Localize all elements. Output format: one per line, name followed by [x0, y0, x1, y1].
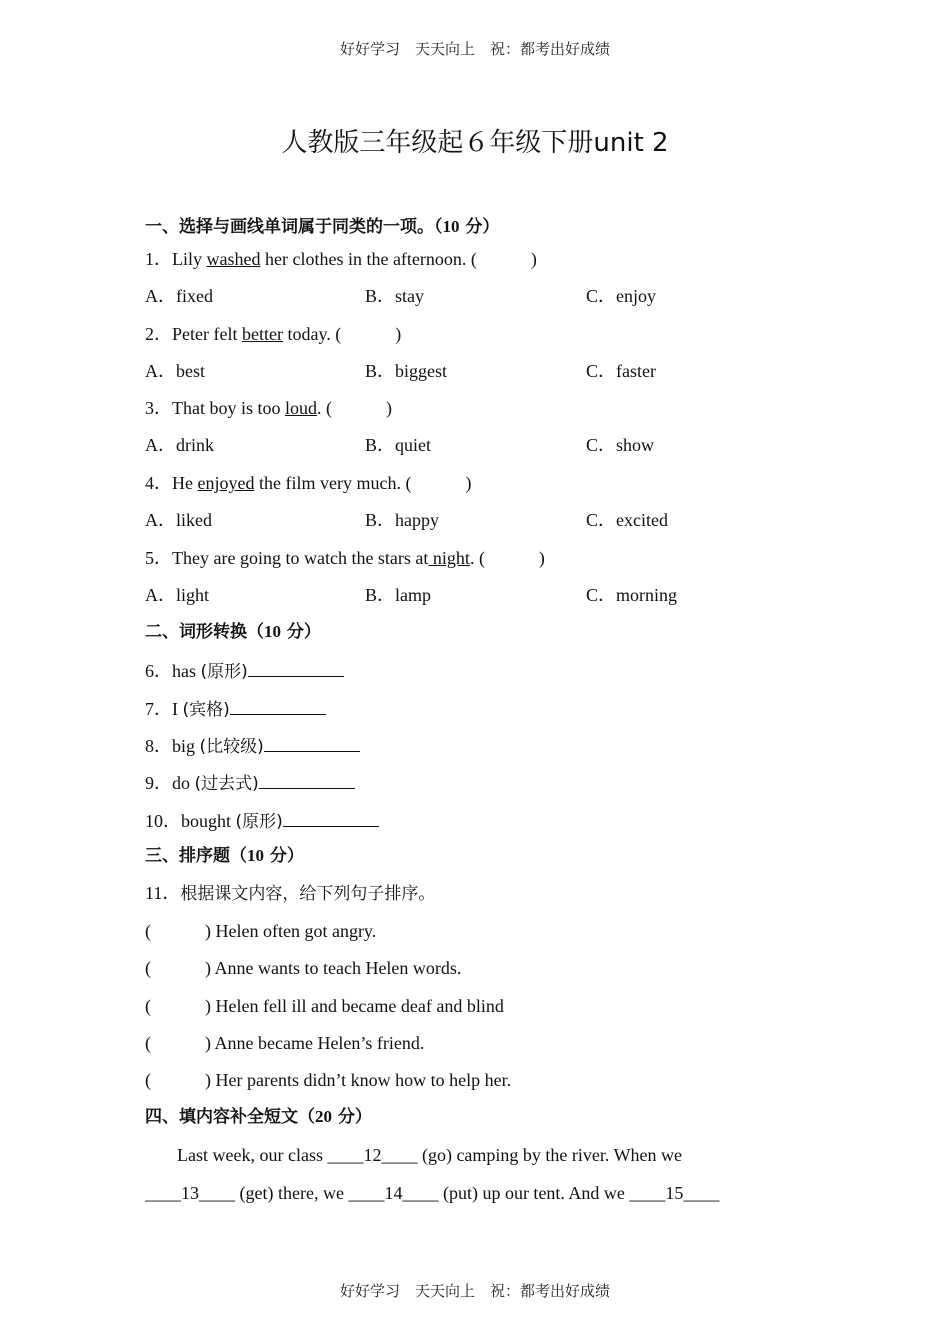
question-number: 1．	[145, 249, 172, 269]
question-text: . ( )	[469, 548, 545, 568]
item-word: has	[172, 661, 201, 681]
question-2	[145, 323, 401, 345]
item-number: 8．	[145, 736, 172, 756]
option-b: B．lamp	[365, 585, 431, 605]
item-word: bought	[181, 811, 236, 831]
question-text: They are going to watch the stars at	[172, 548, 429, 568]
page-footer: 好好学习 天天向上 祝：都考出好成绩	[339, 1282, 610, 1300]
blank-13[interactable]: ____13____	[145, 1183, 235, 1203]
option-b: B．biggest	[365, 361, 448, 381]
question-text: her clothes in the afternoon. ( )	[260, 249, 537, 269]
question-number: 4．	[145, 473, 172, 493]
item-number: 6．	[145, 661, 172, 681]
question-text: He	[172, 473, 198, 493]
question-text: the film very much. ( )	[254, 473, 472, 493]
question-number: 5．	[145, 548, 172, 568]
section4-score: 20	[315, 1107, 332, 1126]
option-a: A．fixed	[145, 286, 213, 306]
ordering-item: ( ) Anne became Helen’s friend.	[145, 1033, 425, 1053]
section3-heading	[145, 845, 304, 867]
option-c: C．faster	[586, 361, 656, 381]
question-text: That boy is too	[172, 398, 285, 418]
section3-suffix: 分）	[264, 846, 304, 866]
underlined-word: enjoyed	[197, 473, 255, 493]
question-5	[145, 547, 545, 569]
option-c: C．excited	[586, 510, 668, 530]
word-form-item	[145, 733, 360, 758]
ordering-item: ( ) Her parents didn’t know how to help her.	[145, 1070, 512, 1090]
question-3	[145, 397, 392, 419]
item-hint: (宾格)	[182, 700, 230, 720]
answer-blank[interactable]	[283, 808, 379, 827]
question-text: Peter felt	[172, 324, 242, 344]
underlined-word: loud	[285, 398, 318, 418]
option-a: A．liked	[145, 510, 212, 530]
question-4	[145, 472, 471, 494]
item-number: 10．	[145, 811, 181, 831]
question-number: 11．	[145, 883, 181, 903]
item-word: big	[172, 736, 200, 756]
option-a: A．light	[145, 585, 210, 605]
section3-title: 三、排序题（	[145, 846, 247, 866]
page-header: 好好学习 天天向上 祝：都考出好成绩	[339, 40, 610, 58]
blank-14[interactable]: ____14____	[348, 1183, 439, 1203]
passage-text: (go) camping by the river. When we	[417, 1145, 683, 1165]
passage-line-2	[145, 1182, 719, 1204]
section2-suffix: 分）	[281, 622, 321, 642]
question-text: 根据课文内容，给下列句子排序。	[180, 884, 436, 904]
section2-score: 10	[264, 622, 281, 641]
passage-text: (get) there, we	[235, 1183, 349, 1203]
section1-heading	[145, 216, 499, 238]
word-form-item	[145, 658, 344, 683]
question-number: 2．	[145, 324, 172, 344]
option-a: A．best	[145, 361, 205, 381]
ordering-item: ( ) Anne wants to teach Helen words.	[145, 958, 462, 978]
section1-suffix: 分）	[459, 217, 500, 237]
option-c: C．morning	[586, 585, 678, 605]
item-word: do	[172, 773, 195, 793]
item-word: I	[172, 699, 183, 719]
passage-line-1	[177, 1144, 682, 1166]
section4-heading	[145, 1106, 372, 1128]
underlined-word: washed	[206, 249, 261, 269]
question-1	[145, 248, 537, 270]
answer-blank[interactable]	[230, 696, 326, 715]
answer-blank[interactable]	[248, 658, 344, 677]
item-number: 9．	[145, 773, 172, 793]
passage-text: (put) up our tent. And we	[438, 1183, 630, 1203]
word-form-item	[145, 696, 326, 721]
word-form-item	[145, 770, 355, 795]
answer-blank[interactable]	[259, 770, 355, 789]
section1-score: 10	[442, 217, 460, 236]
question-text: Lily	[172, 249, 207, 269]
ordering-item: ( ) Helen often got angry.	[145, 921, 377, 941]
section4-suffix: 分）	[332, 1107, 372, 1127]
item-hint: (比较级)	[199, 737, 264, 757]
underlined-word: better	[241, 324, 283, 344]
ordering-item: ( ) Helen fell ill and became deaf and blind	[145, 996, 504, 1016]
question-text: today. ( )	[282, 324, 402, 344]
option-c: C．enjoy	[586, 286, 656, 306]
option-a: A．drink	[145, 435, 214, 455]
blank-12[interactable]: ____12____	[327, 1145, 418, 1165]
option-c: C．show	[586, 435, 655, 455]
option-b: B．stay	[365, 286, 425, 306]
item-hint: (过去式)	[194, 774, 259, 794]
word-form-item	[145, 808, 379, 833]
section1-title: 一、选择与画线单词属于同类的一项。（	[145, 217, 443, 237]
question-number: 3．	[145, 398, 172, 418]
answer-blank[interactable]	[264, 733, 360, 752]
item-hint: (原形)	[235, 812, 283, 832]
underlined-word: night	[428, 548, 470, 568]
blank-15[interactable]: ____15____	[629, 1183, 720, 1203]
section2-heading	[145, 621, 321, 643]
section3-score: 10	[247, 846, 264, 865]
page-title: 人教版三年级起６年级下册unit 2	[281, 128, 669, 158]
question-text: . ( )	[317, 398, 393, 418]
item-number: 7．	[145, 699, 172, 719]
question-11	[145, 882, 435, 905]
section2-title: 二、词形转换（	[145, 622, 264, 642]
option-b: B．quiet	[365, 435, 431, 455]
item-hint: (原形)	[200, 662, 248, 682]
section4-title: 四、填内容补全短文（	[145, 1107, 315, 1127]
option-b: B．happy	[365, 510, 439, 530]
passage-text: Last week, our class	[177, 1145, 328, 1165]
